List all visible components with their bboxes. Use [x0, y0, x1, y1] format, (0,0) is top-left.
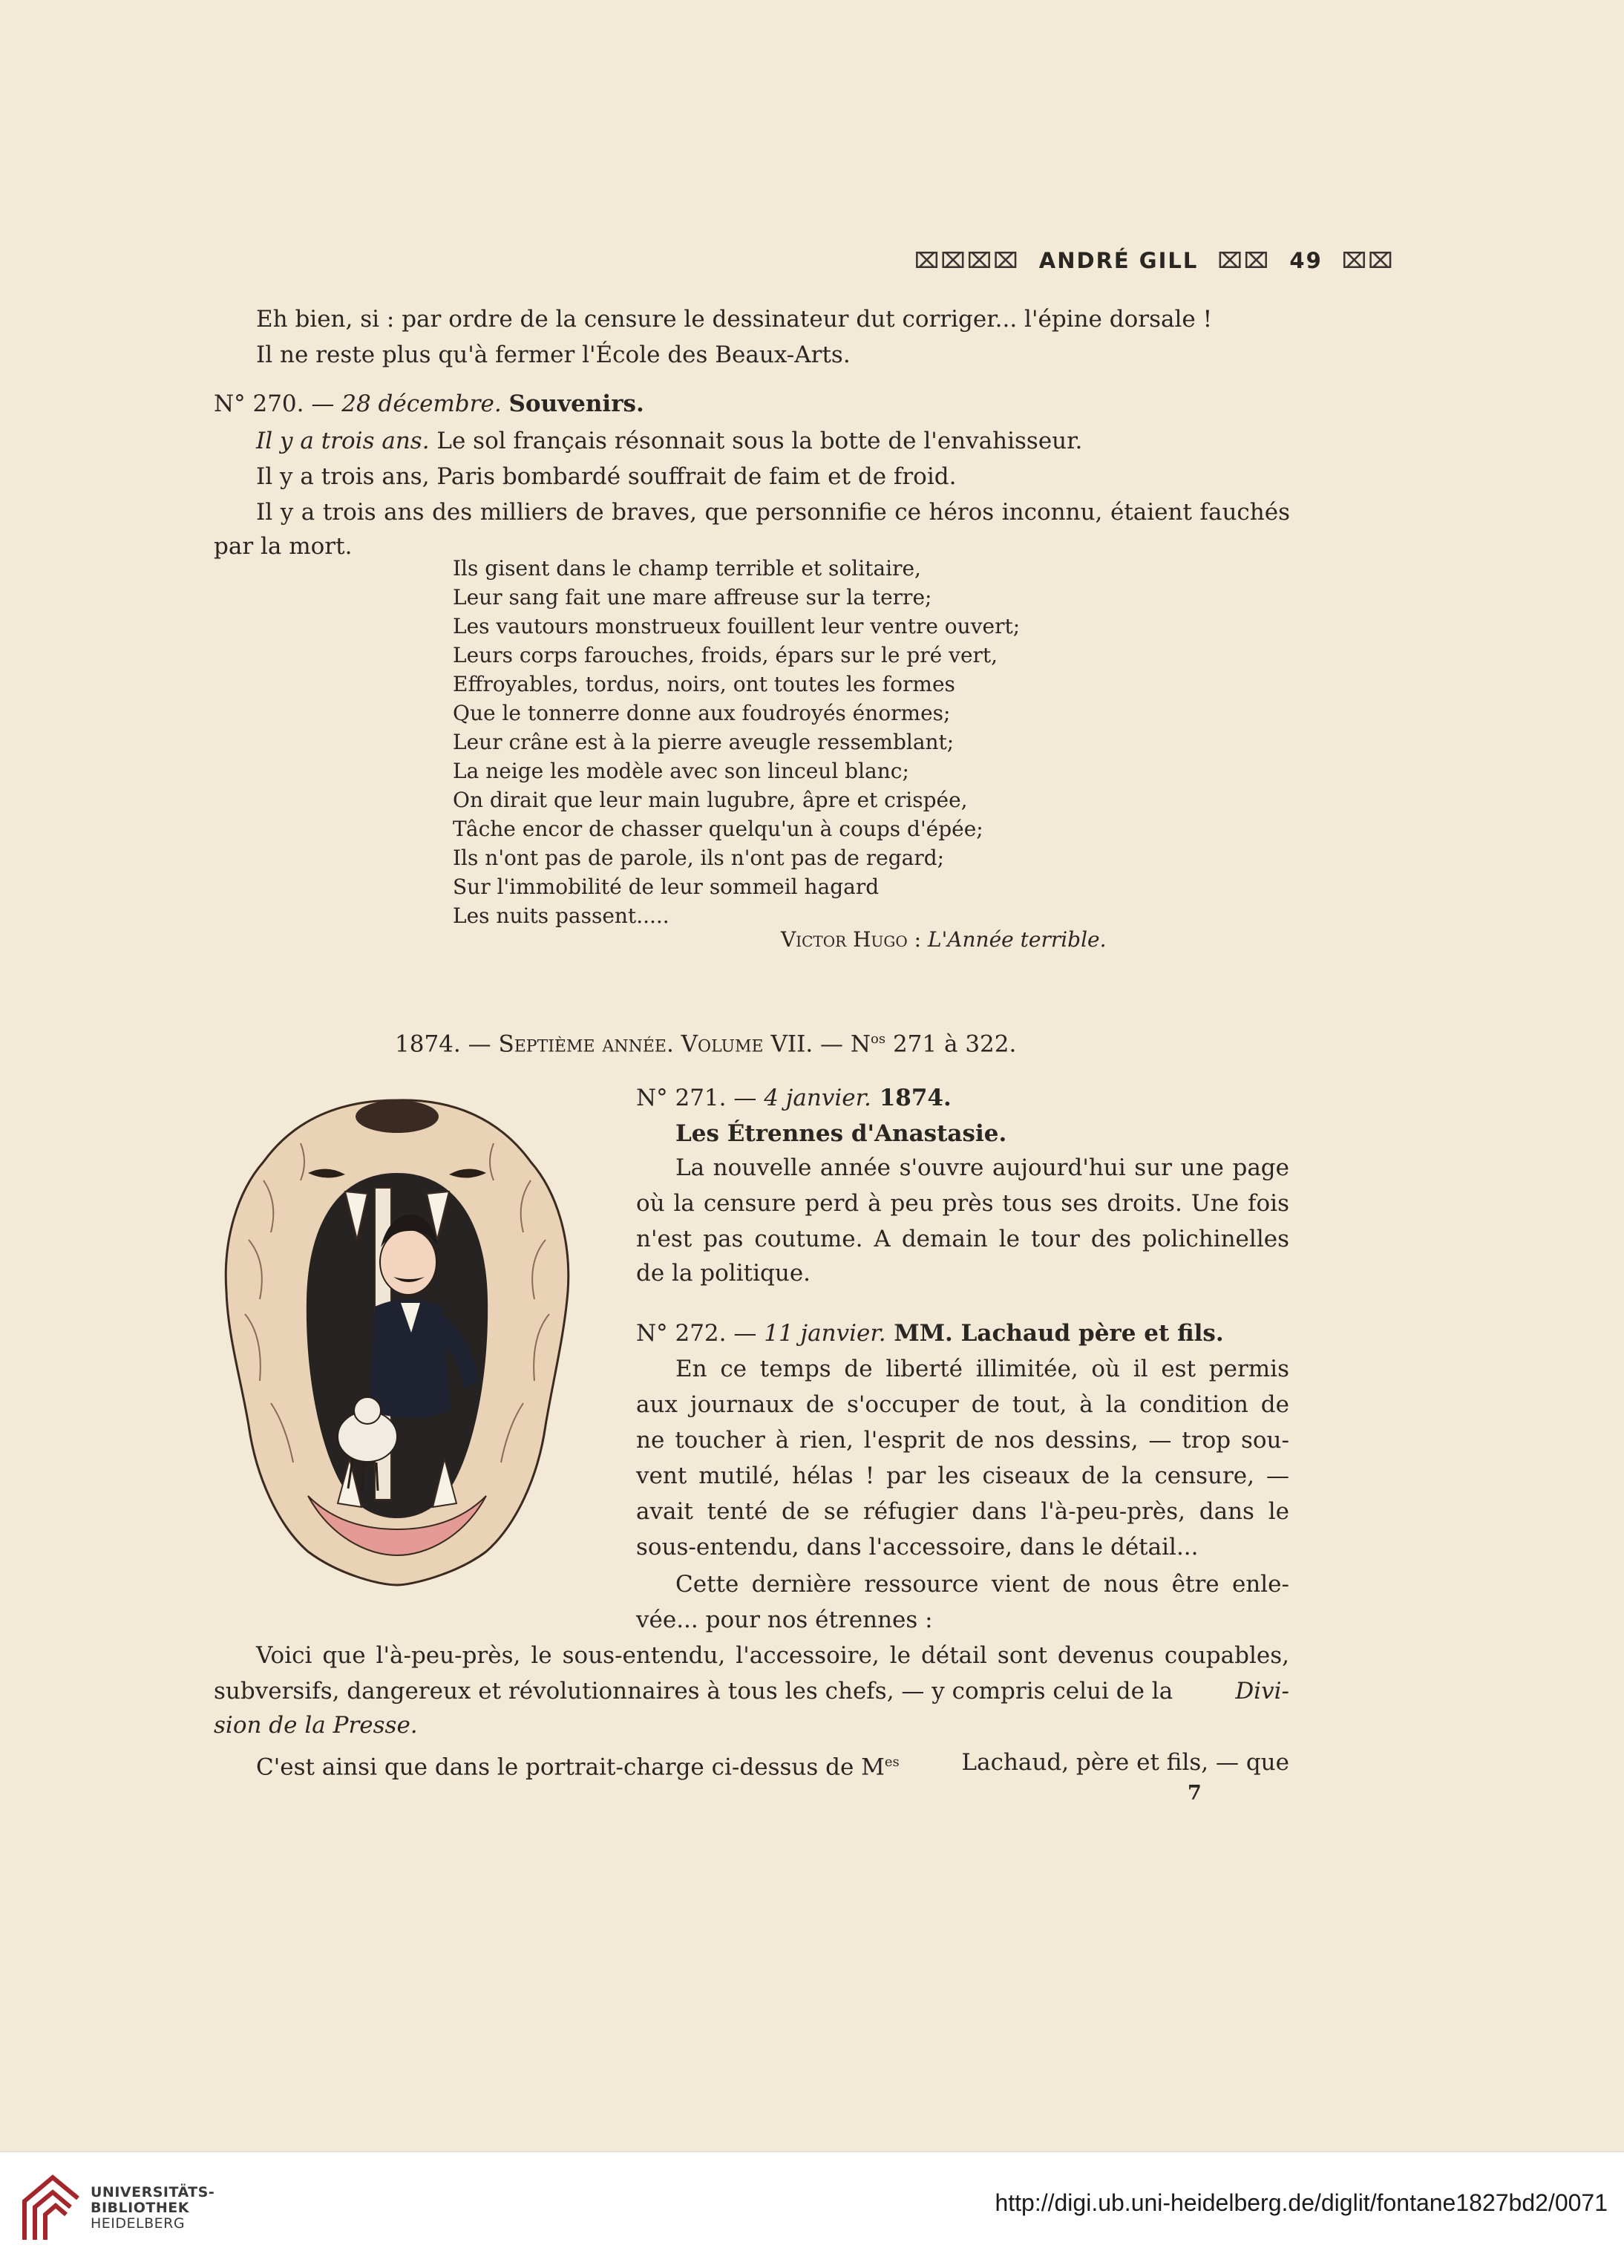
- entry-272-para3-line-2-italic: Divi-: [1235, 1678, 1289, 1705]
- intro-line-2: Il ne reste plus qu'à fermer l'École des Beaux-Arts.: [256, 341, 851, 368]
- entry-272-para4-line: [256, 1745, 1289, 1785]
- entry-272-para-line: En ce temps de liberté illimitée, où il est permis: [675, 1356, 1289, 1382]
- poem: [453, 554, 1020, 930]
- entry-270-line-2: Il y a trois ans, Paris bombardé souffrait de faim et de froid.: [256, 463, 957, 490]
- entry-272-number: N° 272. —: [636, 1320, 764, 1347]
- poem-attribution: [781, 925, 1107, 954]
- running-title: ANDRÉ GILL: [1038, 248, 1199, 273]
- footer-url[interactable]: http://digi.ub.uni-heidelberg.de/diglit/fontane1827bd2/0071: [995, 2189, 1608, 2216]
- section-year: 1874. —: [395, 1030, 499, 1058]
- entry-270-line-1-italic: Il y a trois ans.: [256, 428, 430, 454]
- poem-separator: :: [907, 927, 928, 952]
- poem-line: On dirait que leur main lugubre, âpre et crispée,: [453, 788, 968, 812]
- ornament-mid: ⌧⌧: [1217, 248, 1271, 273]
- entry-270-title: Souvenirs.: [508, 390, 644, 417]
- poem-line: Ils gisent dans le champ terrible et solitaire,: [453, 556, 921, 581]
- entry-272-para-line: aux journaux de s'occuper de tout, à la condition de: [636, 1391, 1289, 1418]
- entry-272-para3-line-2-text: subversifs, dangereux et révolutionnaires à tous les chefs, — y compris celui de la: [214, 1678, 1173, 1705]
- entry-270-line-4: par la mort.: [214, 533, 353, 560]
- section-label: Septième année. Volume VII. — N: [498, 1030, 871, 1058]
- entry-272-title: MM. Lachaud père et fils.: [885, 1320, 1224, 1347]
- entry-270-date: 28 décembre.: [341, 390, 502, 417]
- poem-line: Les vautours monstrueux fouillent leur ventre ouvert;: [453, 614, 1021, 638]
- beast-nose: [356, 1100, 439, 1133]
- entry-272-para4-a: C'est ainsi que dans le portrait-charge ci-dessus de M: [256, 1754, 885, 1781]
- entry-272-para-line: ne toucher à rien, l'esprit de nos dessins, — trop sou-: [636, 1427, 1289, 1454]
- entry-272-para3-line-2: [214, 1673, 1289, 1709]
- running-header: [914, 248, 1395, 273]
- entry-272-para3-line-1: Voici que l'à-peu-près, le sous-entendu, l'accessoire, le détail sont devenus coupables,: [256, 1642, 1289, 1669]
- page-number: 49: [1289, 248, 1323, 273]
- entry-270-line-1-rest: Le sol français résonnait sous la botte de l'envahisseur.: [429, 428, 1083, 454]
- entry-270-heading: [214, 386, 644, 422]
- entry-271-para-line: de la politique.: [636, 1260, 811, 1287]
- entry-272-para4-sup: es: [884, 1754, 900, 1770]
- library-name-line-1: UNIVERSITÄTS-: [91, 2184, 215, 2200]
- entry-272-para-line: vent mutilé, hélas ! par les ciseaux de la censure, —: [636, 1463, 1289, 1489]
- poem-author: Victor Hugo: [781, 927, 908, 952]
- entry-271-date: 4 janvier.: [764, 1085, 871, 1111]
- entry-270-number: N° 270. —: [214, 390, 342, 417]
- entry-271-number: N° 271. —: [636, 1085, 764, 1111]
- entry-272-para3-line-3: sion de la Presse.: [214, 1712, 418, 1739]
- entry-271-para-line: La nouvelle année s'ouvre aujourd'hui sur une page: [675, 1154, 1289, 1181]
- library-name: [91, 2185, 215, 2232]
- section-range: 271 à 322.: [885, 1030, 1017, 1058]
- entry-272-para2-line: Cette dernière ressource vient de nous être enle-: [675, 1571, 1289, 1598]
- library-logo-icon: [19, 2171, 84, 2246]
- entry-272-heading: [636, 1316, 1224, 1351]
- poem-line: Tâche encor de chasser quelqu'un à coups d'épée;: [453, 817, 983, 841]
- entry-272-date: 11 janvier.: [764, 1320, 886, 1347]
- library-name-line-3: HEIDELBERG: [91, 2215, 186, 2232]
- intro-line-1: Eh bien, si : par ordre de la censure le dessinateur dut corriger... l'épine dorsale !: [256, 306, 1213, 333]
- library-name-line-2: BIBLIOTHEK: [91, 2200, 189, 2216]
- poem-line: Sur l'immobilité de leur sommeil hagard: [453, 875, 880, 899]
- footer-bar: [0, 2151, 1624, 2268]
- section-heading: [395, 1022, 1016, 1062]
- ornament-right: ⌧⌧: [1341, 248, 1395, 273]
- entry-271-title: Les Étrennes d'Anastasie.: [675, 1120, 1007, 1147]
- poem-line: Effroyables, tordus, noirs, ont toutes les formes: [453, 672, 955, 696]
- entry-272-para-line: sous-entendu, dans l'accessoire, dans le détail...: [636, 1534, 1199, 1561]
- entry-272-para2-line: vée... pour nos étrennes :: [636, 1607, 933, 1633]
- poem-work: L'Année terrible.: [928, 927, 1107, 952]
- section-sup: os: [871, 1031, 886, 1047]
- poem-line: Les nuits passent.....: [453, 903, 669, 928]
- signature-mark: 7: [1188, 1782, 1202, 1805]
- entry-271-year: 1874.: [871, 1085, 952, 1111]
- entry-272-para-line: avait tenté de se réfugier dans l'à-peu-près, dans le: [636, 1498, 1289, 1525]
- entry-272-para4-b: Lachaud, père et fils, — que: [961, 1749, 1289, 1776]
- entry-271-para-line: où la censure perd à peu près tous ses droits. Une fois: [636, 1190, 1289, 1217]
- poem-line: Leur sang fait une mare affreuse sur la terre;: [453, 585, 932, 610]
- entry-271-heading: [636, 1080, 952, 1116]
- entry-271-para-line: n'est pas coutume. A demain le tour des polichinelles: [636, 1226, 1289, 1252]
- poem-line: Que le tonnerre donne aux foudroyés énormes;: [453, 701, 951, 725]
- entry-270-line-3: Il y a trois ans des milliers de braves, que personnifie ce héros inconnu, étaient fauchés: [256, 499, 1290, 526]
- ornament-left: ⌧⌧⌧⌧: [914, 248, 1020, 273]
- poem-line: La neige les modèle avec son linceul blanc;: [453, 759, 909, 783]
- poem-line: Leurs corps farouches, froids, épars sur le pré vert,: [453, 643, 998, 667]
- poem-line: Leur crâne est à la pierre aveugle ressemblant;: [453, 730, 955, 754]
- entry-270-line-1: [256, 423, 1082, 459]
- poem-line: Ils n'ont pas de parole, ils n'ont pas de regard;: [453, 846, 945, 870]
- caricature-illustration: [219, 1091, 575, 1589]
- entry-272-para4-text: [256, 1745, 900, 1785]
